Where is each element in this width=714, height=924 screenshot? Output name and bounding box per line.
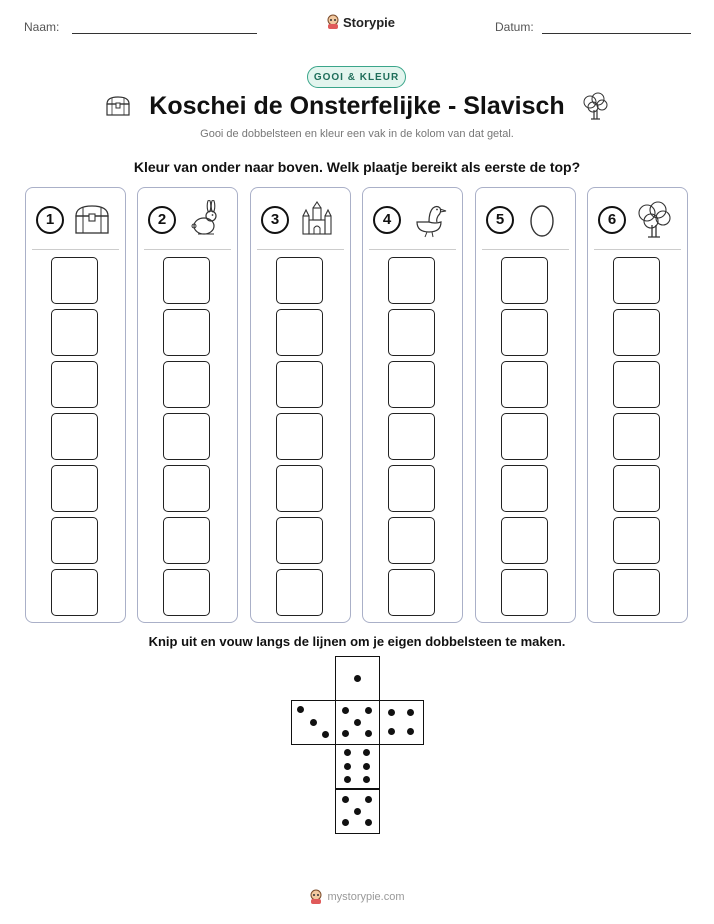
dice-pip: [365, 819, 372, 826]
dice-pip: [344, 763, 351, 770]
page-title: Koschei de Onsterfelijke - Slavisch: [149, 92, 565, 120]
color-box[interactable]: [613, 465, 660, 512]
column-divider: [257, 249, 344, 250]
duck-icon: [409, 200, 449, 240]
color-box[interactable]: [276, 257, 323, 304]
page-subtitle: Gooi de dobbelsteen en kleur een vak in de kolom van dat getal.: [200, 128, 514, 140]
dice-pip: [344, 749, 351, 756]
dice-pip: [363, 763, 370, 770]
dice-pip: [407, 709, 414, 716]
dice-pip: [365, 707, 372, 714]
dice-column-5: [475, 187, 576, 623]
color-box[interactable]: [51, 413, 98, 460]
dice-pip: [354, 675, 361, 682]
storypie-mascot-icon: [326, 14, 340, 30]
dice-pip: [342, 730, 349, 737]
column-divider: [144, 249, 231, 250]
color-box[interactable]: [501, 413, 548, 460]
column-divider: [594, 249, 681, 250]
date-label: Datum:: [495, 20, 534, 34]
dice-pip: [297, 706, 304, 713]
color-box[interactable]: [276, 465, 323, 512]
color-box[interactable]: [163, 517, 210, 564]
dice-pip: [354, 808, 361, 815]
color-box[interactable]: [613, 413, 660, 460]
color-box[interactable]: [51, 361, 98, 408]
column-number: 6: [598, 206, 626, 234]
date-line[interactable]: [542, 33, 691, 34]
dice-face-5: [335, 789, 380, 834]
dice-pip: [354, 719, 361, 726]
dice-pip: [388, 728, 395, 735]
color-box[interactable]: [51, 257, 98, 304]
dice-column-3: [250, 187, 351, 623]
cut-instruction: Knip uit en vouw langs de lijnen om je eigen dobbelsteen te maken.: [148, 634, 566, 649]
rabbit-icon: [184, 200, 224, 240]
color-box[interactable]: [51, 517, 98, 564]
color-box[interactable]: [276, 413, 323, 460]
dice-pip: [344, 776, 351, 783]
dice-column-4: [362, 187, 463, 623]
egg-icon: [522, 200, 562, 240]
color-box[interactable]: [613, 517, 660, 564]
dice-pip: [322, 731, 329, 738]
dice-face-4: [379, 700, 424, 745]
color-box[interactable]: [276, 309, 323, 356]
column-divider: [482, 249, 569, 250]
footer-url: mystorypie.com: [327, 891, 405, 903]
activity-badge: GOOI & KLEUR: [307, 66, 406, 88]
color-box[interactable]: [163, 257, 210, 304]
column-number: 3: [261, 206, 289, 234]
dice-column-2: [137, 187, 238, 623]
color-box[interactable]: [163, 309, 210, 356]
color-box[interactable]: [613, 257, 660, 304]
game-instruction: Kleur van onder naar boven. Welk plaatje bereikt als eerste de top?: [133, 159, 581, 175]
color-box[interactable]: [51, 569, 98, 616]
color-box[interactable]: [613, 361, 660, 408]
name-line[interactable]: [72, 33, 257, 34]
dice-column-6: [587, 187, 688, 623]
column-divider: [32, 249, 119, 250]
dice-pip: [310, 719, 317, 726]
color-box[interactable]: [388, 465, 435, 512]
color-box[interactable]: [388, 413, 435, 460]
column-divider: [369, 249, 456, 250]
dice-pip: [363, 776, 370, 783]
treasure-chest-icon: [72, 200, 112, 240]
brand-name: Storypie: [343, 14, 396, 30]
column-number: 4: [373, 206, 401, 234]
dice-pip: [365, 796, 372, 803]
color-box[interactable]: [388, 361, 435, 408]
color-box[interactable]: [163, 569, 210, 616]
dice-column-1: [25, 187, 126, 623]
dice-face-6: [335, 744, 380, 789]
tree-icon: [634, 200, 674, 240]
color-box[interactable]: [501, 361, 548, 408]
dice-pip: [363, 749, 370, 756]
name-label: Naam:: [24, 20, 60, 34]
color-box[interactable]: [276, 569, 323, 616]
color-box[interactable]: [51, 465, 98, 512]
dice-face-1: [335, 656, 380, 701]
color-box[interactable]: [276, 361, 323, 408]
color-box[interactable]: [501, 517, 548, 564]
tree-icon: [580, 92, 610, 120]
color-box[interactable]: [388, 257, 435, 304]
dice-pip: [365, 730, 372, 737]
color-box[interactable]: [276, 517, 323, 564]
color-box[interactable]: [163, 465, 210, 512]
dice-face-3: [291, 700, 336, 745]
color-box[interactable]: [501, 257, 548, 304]
column-number: 2: [148, 206, 176, 234]
color-box[interactable]: [613, 309, 660, 356]
dice-pip: [342, 796, 349, 803]
color-box[interactable]: [163, 361, 210, 408]
brand-logo: [326, 14, 395, 30]
dice-pip: [342, 707, 349, 714]
color-box[interactable]: [51, 309, 98, 356]
color-box[interactable]: [388, 569, 435, 616]
color-box[interactable]: [163, 413, 210, 460]
column-number: 5: [486, 206, 514, 234]
dice-pip: [407, 728, 414, 735]
dice-pip: [388, 709, 395, 716]
color-box[interactable]: [388, 309, 435, 356]
color-box[interactable]: [613, 569, 660, 616]
color-box[interactable]: [388, 517, 435, 564]
color-box[interactable]: [501, 569, 548, 616]
dice-pip: [342, 819, 349, 826]
color-box[interactable]: [501, 465, 548, 512]
color-box[interactable]: [501, 309, 548, 356]
column-number: 1: [36, 206, 64, 234]
dice-face-5: [335, 700, 380, 745]
footer: [0, 889, 714, 905]
storypie-mascot-icon: [309, 889, 323, 905]
castle-icon: [297, 200, 337, 240]
